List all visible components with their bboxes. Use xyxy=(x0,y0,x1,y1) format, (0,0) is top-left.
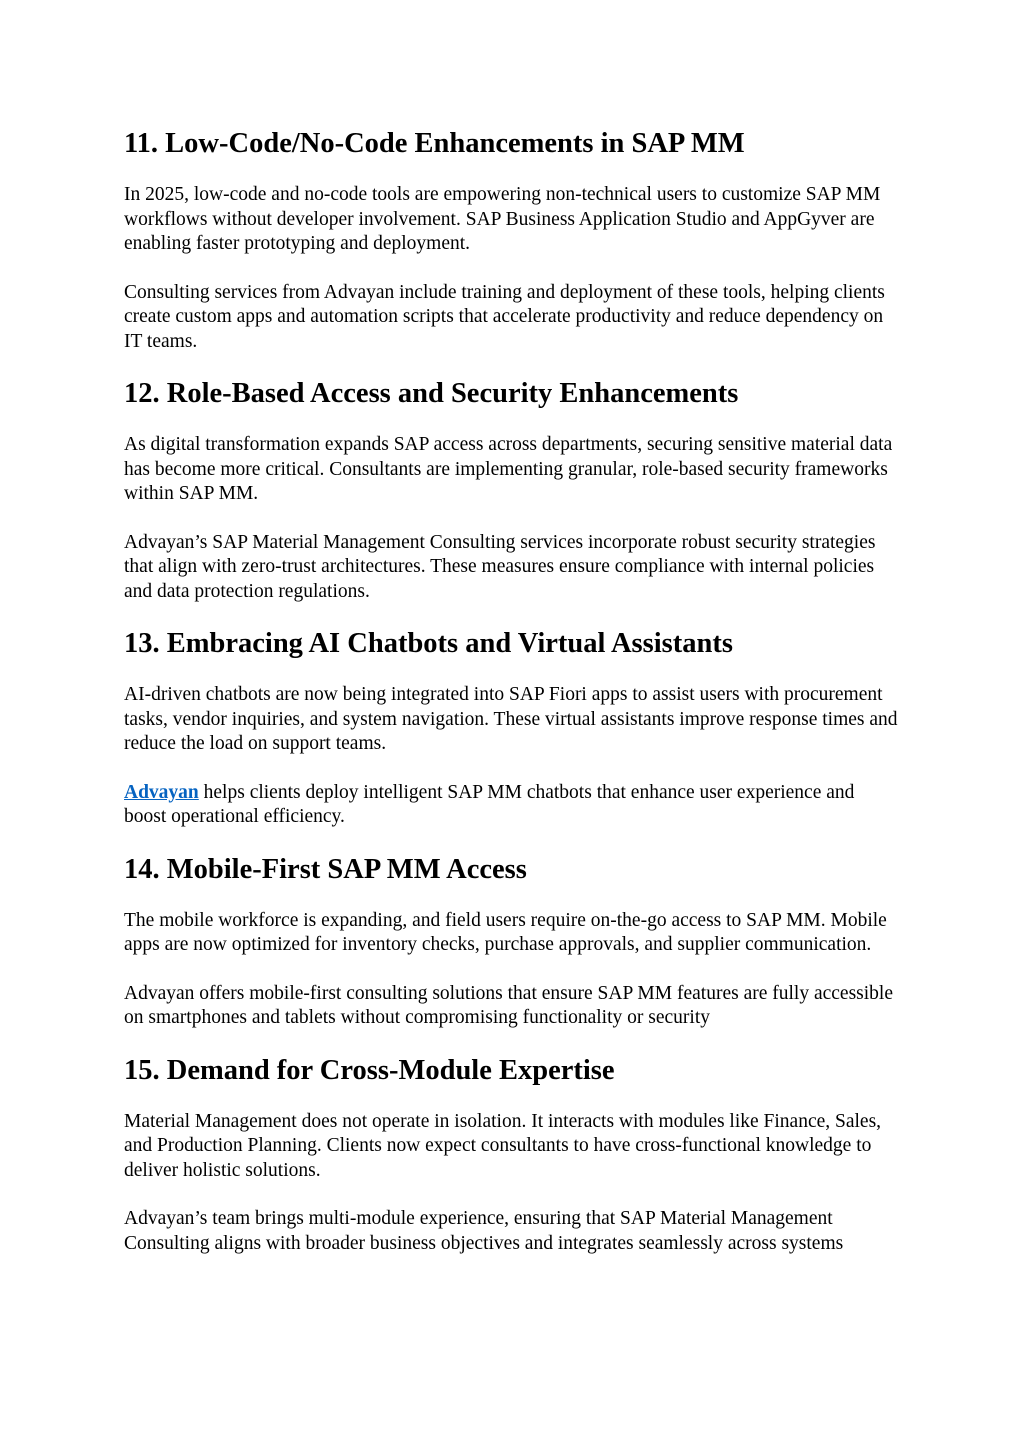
paragraph-text: helps clients deploy intelligent SAP MM chatbots that enhance user experience and boost operational efficiency. xyxy=(124,781,855,827)
section-heading: 14. Mobile-First SAP MM Access xyxy=(124,853,527,885)
paragraph: Advayan’s SAP Material Management Consulting services incorporate robust security strategies that align with zero-trust architectures. These measures ensure compliance with internal policies and data protection regulations. xyxy=(124,531,876,602)
advayan-link[interactable]: Advayan xyxy=(124,781,199,803)
section-heading: 12. Role-Based Access and Security Enhancements xyxy=(124,378,739,409)
paragraph-with-link xyxy=(124,781,899,830)
section-ai-chatbots xyxy=(124,628,899,830)
section-heading: 13. Embracing AI Chatbots and Virtual Assistants xyxy=(124,628,733,659)
paragraph: As digital transformation expands SAP access across departments, securing sensitive material data has become more critical. Consultants are implementing granular, role-based security frameworks within SAP MM. xyxy=(124,434,893,504)
paragraph: Advayan’s team brings multi-module experience, ensuring that SAP Material Management Consulting aligns with broader business objectives and integrates seamlessly across systems xyxy=(124,1208,844,1254)
paragraph: Material Management does not operate in isolation. It interacts with modules like Finance, Sales, and Production Planning. Clients now expect consultants to have cross-functional knowledge to deliver holistic solutions. xyxy=(124,1110,882,1181)
section-heading: 11. Low-Code/No-Code Enhancements in SAP MM xyxy=(124,128,745,159)
paragraph: In 2025, low-code and no-code tools are empowering non-technical users to customize SAP MM workflows without developer involvement. SAP Business Application Studio and AppGyver are enabling faster prototyping and deployment. xyxy=(124,184,881,254)
section-role-based-access xyxy=(124,378,899,604)
paragraph: AI-driven chatbots are now being integrated into SAP Fiori apps to assist users with procurement tasks, vendor inquiries, and system navigation. These virtual assistants improve response times and reduce the load on support teams. xyxy=(124,684,898,754)
section-mobile-first xyxy=(124,854,899,1031)
paragraph: Consulting services from Advayan include training and deployment of these tools, helping clients create custom apps and automation scripts that accelerate productivity and reduce dependency on IT teams. xyxy=(124,281,885,352)
section-lowcode-nocode xyxy=(124,128,899,354)
section-cross-module xyxy=(124,1055,899,1257)
section-heading: 15. Demand for Cross-Module Expertise xyxy=(124,1054,615,1086)
paragraph: The mobile workforce is expanding, and field users require on-the-go access to SAP MM. Mobile apps are now optimized for inventory checks, purchase approvals, and supplier communication. xyxy=(124,909,887,955)
paragraph: Advayan offers mobile-first consulting solutions that ensure SAP MM features are fully accessible on smartphones and tablets without compromising functionality or security xyxy=(124,982,893,1028)
